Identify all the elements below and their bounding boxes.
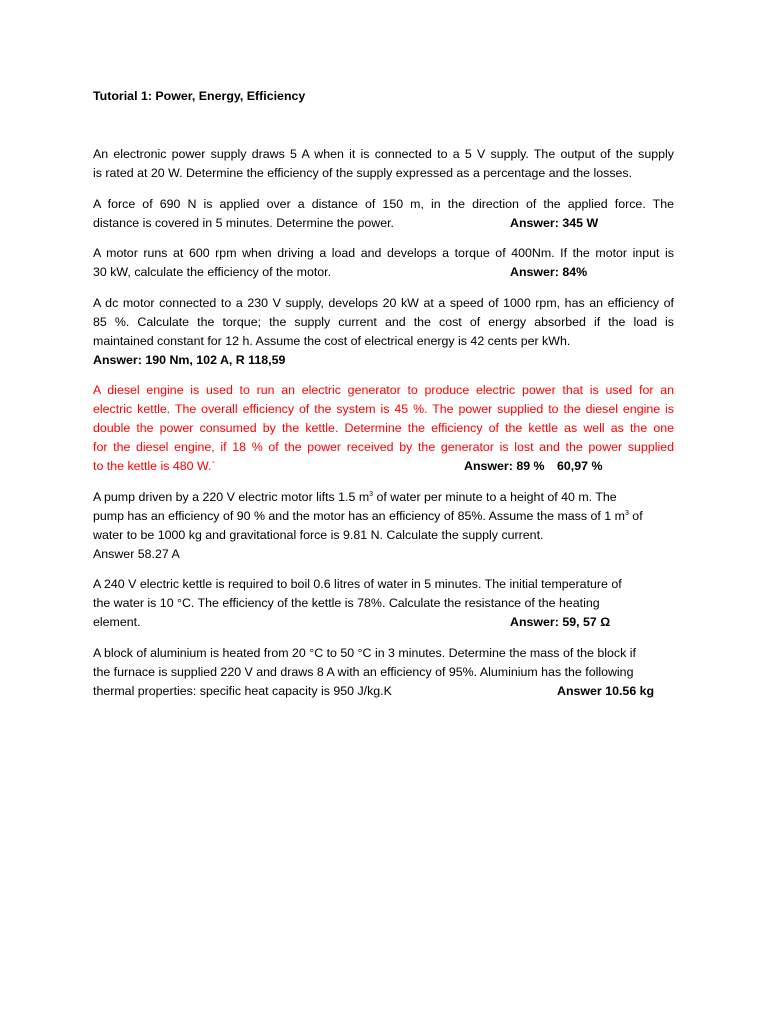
- question-5-line-1: A diesel engine is used to run an electric generator to produce electric power that is used for an: [93, 383, 674, 397]
- question-5-row-5: [93, 457, 674, 476]
- question-4-answer: Answer: 190 Nm, 102 A, R 118,59: [93, 352, 286, 367]
- question-7: [93, 575, 674, 632]
- question-6-answer: Answer 58.27 A: [93, 546, 180, 561]
- question-3-line-1: A motor runs at 600 rpm when driving a load and develops a torque of 400Nm. If the motor input is: [93, 246, 674, 260]
- question-2-answer: Answer: 345 W: [510, 215, 599, 230]
- question-5-line-5: to the kettle is 480 W.`: [93, 458, 216, 473]
- question-4-line-1: A dc motor connected to a 230 V supply, develops 20 kW at a speed of 1000 rpm, has an efficiency of: [93, 296, 674, 310]
- question-8-line-3: thermal properties: specific heat capacity is 950 J/kg.K: [93, 683, 392, 698]
- question-8-row-3: [93, 682, 674, 701]
- question-1-line-1: An electronic power supply draws 5 A when it is connected to a 5 V supply. The output of the supply: [93, 147, 674, 161]
- page-title: Tutorial 1: Power, Energy, Efficiency: [93, 89, 306, 103]
- question-3-line-2: 30 kW, calculate the efficiency of the motor.: [93, 264, 332, 279]
- question-6: [93, 488, 674, 564]
- question-8-answer: Answer 10.56 kg: [557, 683, 655, 698]
- question-2-line-2: distance is covered in 5 minutes. Determine the power.: [93, 215, 394, 230]
- question-5-answer-a: Answer: 89 %: [464, 458, 545, 473]
- question-8: [93, 644, 674, 701]
- question-7-line-3: element.: [93, 614, 141, 629]
- question-4: [93, 294, 674, 370]
- question-7-line-1: A 240 V electric kettle is required to boil 0.6 litres of water in 5 minutes. The initial temperature of: [93, 577, 622, 591]
- question-7-answer: Answer: 59, 57 Ω: [510, 614, 611, 629]
- question-5-answer-b: 60,97 %: [557, 458, 603, 473]
- question-5-line-2: electric kettle. The overall efficiency of the system is 45 %. The power supplied to the diesel engine is: [93, 401, 674, 416]
- question-6-line-3: water to be 1000 kg and gravitational force is 9.81 N. Calculate the supply current.: [93, 527, 544, 542]
- question-2-row-2: [93, 214, 674, 233]
- question-4-line-3: maintained constant for 12 h. Assume the cost of electrical energy is 42 cents per kWh.: [93, 333, 571, 348]
- question-1-line-2: is rated at 20 W. Determine the efficiency of the supply expressed as a percentage and the losses.: [93, 165, 633, 180]
- question-8-line-1: A block of aluminium is heated from 20 °C to 50 °C in 3 minutes. Determine the mass of the block if: [93, 646, 636, 660]
- document-page: [93, 0, 674, 1024]
- question-3-answer: Answer: 84%: [510, 264, 588, 279]
- question-5: [93, 381, 674, 475]
- question-8-line-2: the furnace is supplied 220 V and draws 8 A with an efficiency of 95%. Aluminium has the following: [93, 664, 634, 679]
- question-6-line-2: pump has an efficiency of 90 % and the motor has an efficiency of 85%. Assume the mass of 1 $m^3$ of: [93, 508, 643, 523]
- question-3: [93, 244, 674, 282]
- question-1: [93, 145, 674, 183]
- question-5-line-4: for the diesel engine, if 18 % of the power received by the generator is lost and the power supplied: [93, 439, 674, 454]
- question-2: [93, 195, 674, 233]
- question-3-row-2: [93, 263, 674, 282]
- question-7-row-3: [93, 613, 674, 632]
- question-7-line-2: the water is 10 °C. The efficiency of the kettle is 78%. Calculate the resistance of the heating: [93, 595, 600, 610]
- question-5-line-3: double the power consumed by the kettle. Determine the efficiency of the kettle as well as the one: [93, 420, 674, 435]
- question-2-line-1: A force of 690 N is applied over a distance of 150 m, in the direction of the applied force. The: [93, 197, 674, 211]
- question-4-line-2: 85 %. Calculate the torque; the supply current and the cost of energy absorbed if the load is: [93, 314, 674, 329]
- question-6-line-1: A pump driven by a 220 V electric motor lifts 1.5 $m^3$ of water per minute to a height of 40 m. The: [93, 490, 617, 504]
